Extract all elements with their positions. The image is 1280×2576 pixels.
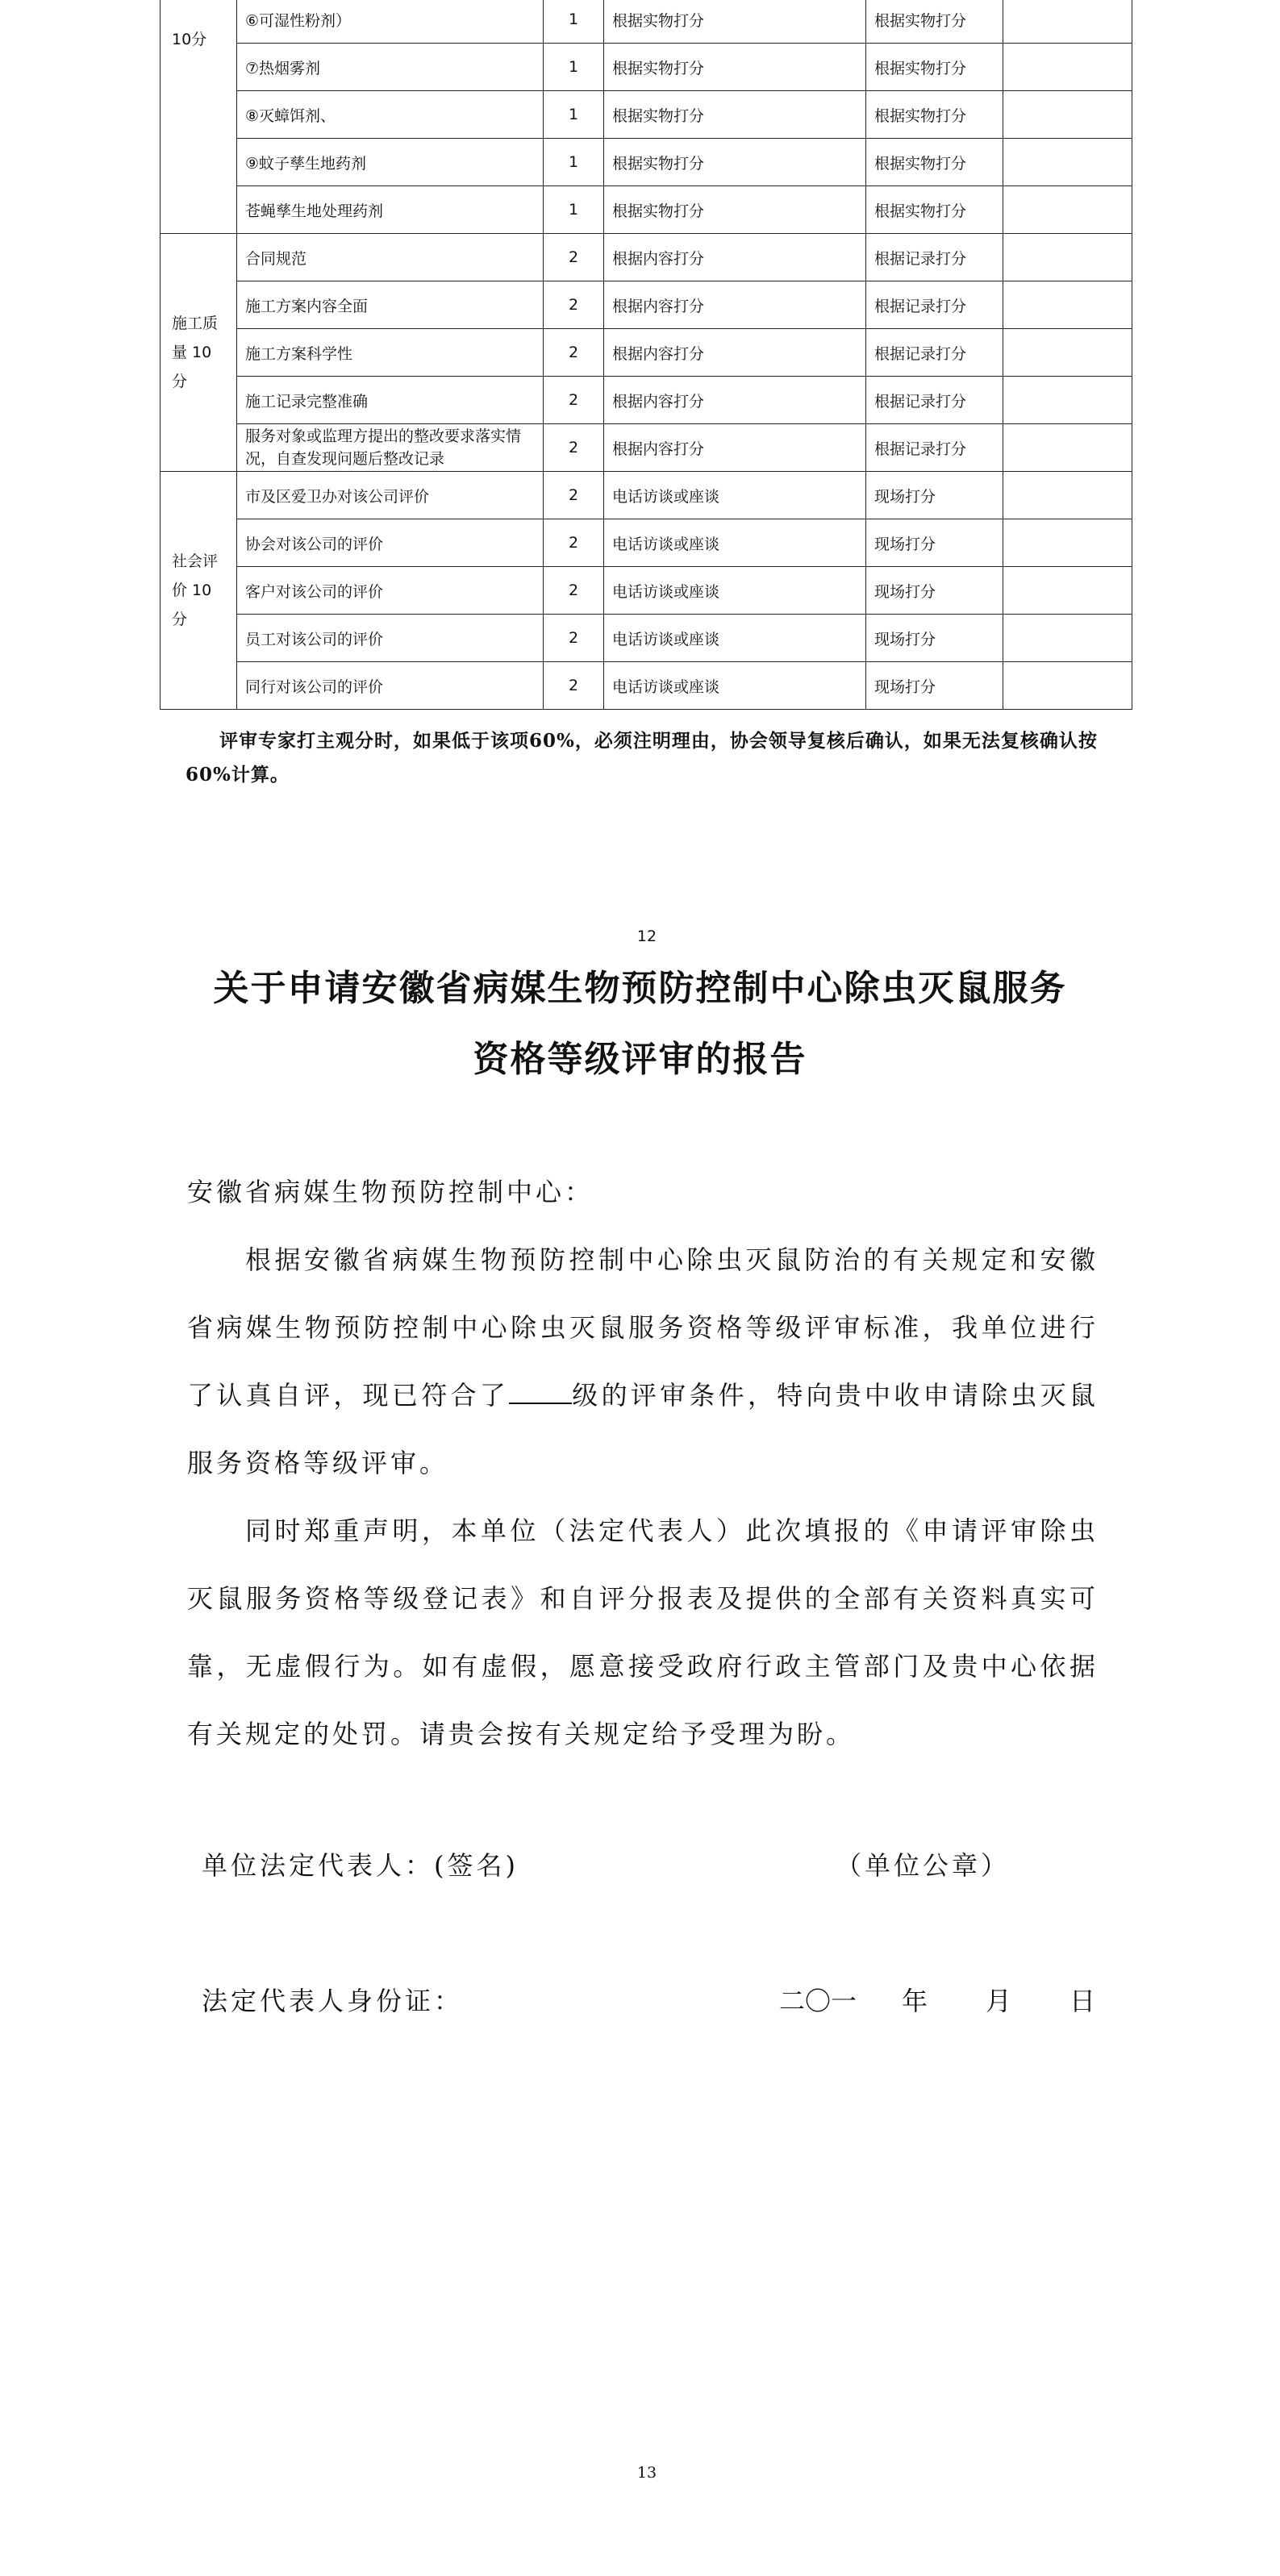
legal-rep-id-label: 法定代表人身份证：: [202, 1986, 464, 2016]
date-day: 日: [1069, 1986, 1096, 2016]
blank-cell: [1003, 281, 1132, 329]
category-line: 施工质: [172, 315, 219, 332]
blank-cell: [1003, 519, 1132, 567]
paragraph-1: [187, 1226, 1099, 1497]
score-cell: 1: [544, 186, 604, 234]
category-cell: [161, 0, 237, 234]
table-row: [161, 329, 1132, 377]
basis-cell: 现场打分: [866, 662, 1003, 710]
method-cell: 电话访谈或座谈: [604, 567, 866, 615]
method-cell: 电话访谈或座谈: [604, 519, 866, 567]
method-cell: 根据实物打分: [604, 44, 866, 91]
item-cell: 施工记录完整准确: [237, 377, 544, 424]
paragraph-1-part-b: 级的评审条件，特向贵中收申请除虫灭鼠服务资格等级评审。: [187, 1380, 1099, 1478]
table-row: [161, 44, 1132, 91]
score-cell: 2: [544, 329, 604, 377]
item-cell: ⑦热烟雾剂: [237, 44, 544, 91]
blank-cell: [1003, 44, 1132, 91]
blank-cell: [1003, 424, 1132, 472]
blank-cell: [1003, 186, 1132, 234]
score-table: [160, 0, 1132, 710]
score-cell: 1: [544, 139, 604, 186]
date-year: 年: [902, 1986, 928, 2016]
table-row: [161, 281, 1132, 329]
blank-cell: [1003, 662, 1132, 710]
method-cell: 根据实物打分: [604, 139, 866, 186]
item-cell: 服务对象或监理方提出的整改要求落实情况，自查发现问题后整改记录: [237, 424, 544, 472]
blank-cell: [1003, 377, 1132, 424]
item-cell: 市及区爱卫办对该公司评价: [237, 472, 544, 519]
method-cell: 根据实物打分: [604, 186, 866, 234]
item-cell: 员工对该公司的评价: [237, 615, 544, 662]
table-row: [161, 91, 1132, 139]
table-row: [161, 662, 1132, 710]
table-row: [161, 424, 1132, 472]
salutation: 安徽省病媒生物预防控制中心：: [187, 1177, 594, 1207]
date-month: 月: [986, 1986, 1012, 2016]
table-row: [161, 472, 1132, 519]
paragraph-1-part-a: 根据安徽省病媒生物预防控制中心除虫灭鼠防治的有关规定和安徽省病媒生物预防控制中心除虫灭鼠服务资格等级评审标准，我单位进行了认真自评，现已符合了: [187, 1244, 1099, 1411]
basis-cell: 现场打分: [866, 519, 1003, 567]
score-cell: 2: [544, 519, 604, 567]
method-cell: 根据实物打分: [604, 0, 866, 44]
blank-cell: [1003, 567, 1132, 615]
basis-cell: 根据记录打分: [866, 377, 1003, 424]
blank-cell: [1003, 234, 1132, 281]
category-line: 分: [172, 611, 188, 628]
blank-cell: [1003, 472, 1132, 519]
legal-rep-signature-label: 单位法定代表人：(签名): [202, 1850, 519, 1881]
score-cell: 2: [544, 377, 604, 424]
item-cell: ⑧灭蟑饵剂、: [237, 91, 544, 139]
score-cell: 2: [544, 234, 604, 281]
report-title-line-2: 资格等级评审的报告: [473, 1039, 807, 1080]
report-title-line-1: 关于申请安徽省病媒生物预防控制中心除虫灭鼠服务: [213, 968, 1067, 1009]
category-line: 量 10: [172, 344, 212, 361]
basis-cell: 根据实物打分: [866, 186, 1003, 234]
item-cell: 施工方案内容全面: [237, 281, 544, 329]
item-cell: 协会对该公司的评价: [237, 519, 544, 567]
date-line: [779, 1981, 1110, 2018]
score-cell: 2: [544, 424, 604, 472]
table-row: [161, 615, 1132, 662]
basis-cell: 根据记录打分: [866, 424, 1003, 472]
blank-cell: [1003, 329, 1132, 377]
item-cell: ⑨蚊子孳生地药剂: [237, 139, 544, 186]
category-cell: [161, 234, 237, 472]
basis-cell: 现场打分: [866, 615, 1003, 662]
method-cell: 电话访谈或座谈: [604, 472, 866, 519]
method-cell: 电话访谈或座谈: [604, 662, 866, 710]
basis-cell: 根据记录打分: [866, 281, 1003, 329]
method-cell: 根据内容打分: [604, 424, 866, 472]
score-cell: 2: [544, 472, 604, 519]
method-cell: 根据内容打分: [604, 377, 866, 424]
method-cell: 根据内容打分: [604, 281, 866, 329]
basis-cell: 现场打分: [866, 472, 1003, 519]
item-cell: 合同规范: [237, 234, 544, 281]
method-cell: 根据实物打分: [604, 91, 866, 139]
category-line: 价 10: [172, 581, 212, 599]
table-row: [161, 567, 1132, 615]
table-row: [161, 377, 1132, 424]
score-cell: 2: [544, 281, 604, 329]
paragraph-2: 同时郑重声明，本单位（法定代表人）此次填报的《申请评审除虫灭鼠服务资格等级登记表》和自评分报表及提供的全部有关资料真实可靠，无虚假行为。如有虚假，愿意接受政府行政主管部门及贵中心依据有关规定的处罚。请贵会按有关规定给予受理为盼。: [187, 1515, 1099, 1749]
page-number-13: 13: [636, 2464, 657, 2482]
category-line: [172, 0, 225, 25]
item-cell: ⑥可湿性粉剂）: [237, 0, 544, 44]
score-cell: 2: [544, 567, 604, 615]
item-cell: 苍蝇孳生地处理药剂: [237, 186, 544, 234]
category-line: 10分: [172, 31, 207, 48]
score-cell: 1: [544, 44, 604, 91]
blank-cell: [1003, 139, 1132, 186]
table-row: [161, 139, 1132, 186]
item-cell: 施工方案科学性: [237, 329, 544, 377]
basis-cell: 根据实物打分: [866, 0, 1003, 44]
report-title: [161, 953, 1119, 1095]
score-cell: 1: [544, 91, 604, 139]
score-cell: 2: [544, 662, 604, 710]
blank-cell: [1003, 0, 1132, 44]
date-year-prefix: 二〇一: [779, 1986, 857, 2016]
blank-cell: [1003, 91, 1132, 139]
method-cell: 根据内容打分: [604, 329, 866, 377]
basis-cell: 现场打分: [866, 567, 1003, 615]
grade-blank: [509, 1380, 572, 1404]
item-cell: 客户对该公司的评价: [237, 567, 544, 615]
page-number-12: 12: [636, 927, 657, 945]
table-row: [161, 0, 1132, 44]
category-line: 社会评: [172, 552, 219, 570]
blank-cell: [1003, 615, 1132, 662]
method-cell: 电话访谈或座谈: [604, 615, 866, 662]
scoring-note: 评审专家打主观分时，如果低于该项60%，必须注明理由，协会领导复核后确认，如果无法复核确认按60%计算。: [186, 730, 1098, 786]
basis-cell: 根据实物打分: [866, 139, 1003, 186]
basis-cell: 根据记录打分: [866, 234, 1003, 281]
basis-cell: 根据记录打分: [866, 329, 1003, 377]
table-row: [161, 234, 1132, 281]
item-cell: 同行对该公司的评价: [237, 662, 544, 710]
company-seal-label: （单位公章）: [836, 1850, 1011, 1881]
score-cell: 1: [544, 0, 604, 44]
method-cell: 根据内容打分: [604, 234, 866, 281]
score-cell: 2: [544, 615, 604, 662]
category-line: 分: [172, 373, 188, 390]
basis-cell: 根据实物打分: [866, 91, 1003, 139]
table-row: [161, 186, 1132, 234]
table-row: [161, 519, 1132, 567]
basis-cell: 根据实物打分: [866, 44, 1003, 91]
category-cell: [161, 472, 237, 710]
